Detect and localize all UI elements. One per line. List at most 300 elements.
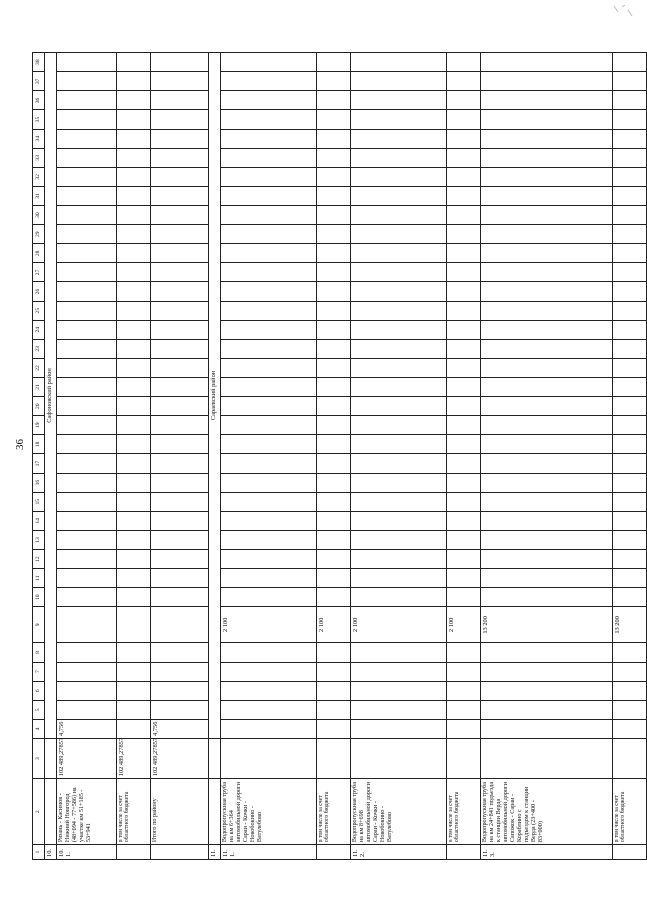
- empty-cell: [351, 72, 447, 91]
- empty-cell: [351, 263, 447, 282]
- empty-cell: [117, 91, 151, 110]
- empty-cell: [613, 643, 647, 662]
- empty-cell: [117, 244, 151, 263]
- header-cell-16: 16: [33, 473, 45, 492]
- length-cell: [221, 719, 317, 738]
- cost-cell: 102 489,27857: [117, 738, 151, 778]
- empty-cell: [221, 435, 317, 454]
- empty-cell: [317, 53, 351, 72]
- empty-cell: [351, 588, 447, 607]
- row-name: в том числе за счет областного бюджета: [447, 779, 481, 845]
- empty-cell: [317, 569, 351, 588]
- empty-cell: [57, 282, 117, 301]
- empty-cell: [57, 206, 117, 225]
- empty-cell: [613, 681, 647, 700]
- empty-cell: [317, 320, 351, 339]
- empty-cell: [221, 72, 317, 91]
- empty-cell: [447, 301, 481, 320]
- row-name: в том числе за счет областного бюджета: [613, 779, 647, 845]
- empty-cell: [221, 358, 317, 377]
- empty-cell: [447, 186, 481, 205]
- empty-cell: [151, 91, 209, 110]
- empty-cell: [351, 167, 447, 186]
- empty-cell: [447, 681, 481, 700]
- empty-cell: [221, 129, 317, 148]
- subtotal-row: [117, 53, 151, 860]
- empty-cell: [351, 91, 447, 110]
- empty-cell: [117, 700, 151, 719]
- empty-cell: [221, 91, 317, 110]
- empty-cell: [481, 416, 613, 435]
- empty-cell: [317, 700, 351, 719]
- row-number: 11.2.: [351, 845, 447, 860]
- empty-cell: [117, 301, 151, 320]
- empty-cell: [481, 492, 613, 511]
- empty-cell: [447, 662, 481, 681]
- empty-cell: [151, 416, 209, 435]
- empty-cell: [117, 282, 151, 301]
- empty-cell: [447, 110, 481, 129]
- empty-cell: [221, 378, 317, 397]
- amount-cell: [117, 607, 151, 643]
- empty-cell: [317, 206, 351, 225]
- empty-cell: [613, 91, 647, 110]
- empty-cell: [481, 643, 613, 662]
- empty-cell: [221, 530, 317, 549]
- header-cell-29: 29: [33, 225, 45, 244]
- total-row: [151, 53, 209, 860]
- empty-cell: [447, 435, 481, 454]
- header-cell-27: 27: [33, 263, 45, 282]
- empty-cell: [447, 569, 481, 588]
- empty-cell: [151, 492, 209, 511]
- empty-cell: [317, 186, 351, 205]
- empty-cell: [57, 588, 117, 607]
- empty-cell: [57, 244, 117, 263]
- empty-cell: [151, 263, 209, 282]
- empty-cell: [447, 358, 481, 377]
- empty-cell: [481, 186, 613, 205]
- header-cell-1: 1: [33, 845, 45, 860]
- empty-cell: [221, 244, 317, 263]
- empty-cell: [317, 416, 351, 435]
- empty-cell: [481, 358, 613, 377]
- empty-cell: [151, 454, 209, 473]
- empty-cell: [317, 167, 351, 186]
- empty-cell: [613, 129, 647, 148]
- empty-cell: [317, 511, 351, 530]
- header-cell-32: 32: [33, 167, 45, 186]
- empty-cell: [613, 282, 647, 301]
- empty-cell: [57, 454, 117, 473]
- length-cell: [351, 719, 447, 738]
- empty-cell: [351, 129, 447, 148]
- empty-cell: [481, 550, 613, 569]
- empty-cell: [613, 110, 647, 129]
- empty-cell: [447, 700, 481, 719]
- empty-cell: [613, 339, 647, 358]
- row-number: 11.3.: [481, 845, 613, 860]
- empty-cell: [317, 282, 351, 301]
- empty-cell: [151, 550, 209, 569]
- empty-cell: [151, 643, 209, 662]
- empty-cell: [613, 225, 647, 244]
- empty-cell: [447, 53, 481, 72]
- empty-cell: [317, 397, 351, 416]
- empty-cell: [481, 206, 613, 225]
- empty-cell: [221, 53, 317, 72]
- empty-cell: [117, 435, 151, 454]
- empty-cell: [481, 530, 613, 549]
- row-number: [317, 845, 351, 860]
- empty-cell: [481, 511, 613, 530]
- empty-cell: [221, 397, 317, 416]
- empty-cell: [613, 492, 647, 511]
- empty-cell: [447, 530, 481, 549]
- empty-cell: [57, 301, 117, 320]
- row-number: [151, 845, 209, 860]
- header-cell-6: 6: [33, 681, 45, 700]
- empty-cell: [117, 397, 151, 416]
- empty-cell: [481, 378, 613, 397]
- empty-cell: [613, 588, 647, 607]
- empty-cell: [317, 473, 351, 492]
- empty-cell: [317, 530, 351, 549]
- empty-cell: [613, 550, 647, 569]
- empty-cell: [351, 378, 447, 397]
- length-cell: 4,756: [57, 719, 117, 738]
- empty-cell: [317, 454, 351, 473]
- length-cell: 4,756: [151, 719, 209, 738]
- empty-cell: [221, 206, 317, 225]
- empty-cell: [117, 416, 151, 435]
- header-cell-8: 8: [33, 643, 45, 662]
- empty-cell: [151, 358, 209, 377]
- header-cell-19: 19: [33, 416, 45, 435]
- data-row: [221, 53, 317, 860]
- empty-cell: [613, 397, 647, 416]
- empty-cell: [317, 263, 351, 282]
- empty-cell: [221, 339, 317, 358]
- empty-cell: [481, 320, 613, 339]
- empty-cell: [57, 110, 117, 129]
- empty-cell: [57, 186, 117, 205]
- budget-table: [32, 52, 647, 860]
- header-cell-36: 36: [33, 91, 45, 110]
- empty-cell: [117, 72, 151, 91]
- row-number: [117, 845, 151, 860]
- section-row: [45, 53, 57, 860]
- subtotal-row: [317, 53, 351, 860]
- header-cell-34: 34: [33, 129, 45, 148]
- empty-cell: [117, 148, 151, 167]
- empty-cell: [351, 397, 447, 416]
- row-name: в том числе за счет областного бюджета: [317, 779, 351, 845]
- cost-cell: 102 489,27857: [57, 738, 117, 778]
- empty-cell: [447, 263, 481, 282]
- scan-mark-icon: [612, 4, 634, 18]
- empty-cell: [317, 588, 351, 607]
- subtotal-row: [613, 53, 647, 860]
- header-cell-22: 22: [33, 358, 45, 377]
- empty-cell: [57, 225, 117, 244]
- empty-cell: [151, 167, 209, 186]
- empty-cell: [317, 681, 351, 700]
- header-cell-38: 38: [33, 53, 45, 72]
- empty-cell: [613, 358, 647, 377]
- amount-cell: 2 100: [317, 607, 351, 643]
- empty-cell: [117, 662, 151, 681]
- empty-cell: [481, 473, 613, 492]
- empty-cell: [117, 358, 151, 377]
- empty-cell: [151, 397, 209, 416]
- empty-cell: [351, 301, 447, 320]
- empty-cell: [613, 244, 647, 263]
- header-cell-28: 28: [33, 244, 45, 263]
- header-cell-12: 12: [33, 550, 45, 569]
- empty-cell: [151, 588, 209, 607]
- page-number: 36: [14, 439, 26, 450]
- empty-cell: [481, 167, 613, 186]
- empty-cell: [221, 473, 317, 492]
- empty-cell: [221, 167, 317, 186]
- empty-cell: [481, 662, 613, 681]
- empty-cell: [481, 700, 613, 719]
- section-index: 10.: [45, 845, 57, 860]
- empty-cell: [351, 244, 447, 263]
- empty-cell: [613, 186, 647, 205]
- empty-cell: [447, 167, 481, 186]
- header-cell-11: 11: [33, 569, 45, 588]
- empty-cell: [221, 110, 317, 129]
- empty-cell: [151, 282, 209, 301]
- subtotal-row: [447, 53, 481, 860]
- empty-cell: [317, 662, 351, 681]
- empty-cell: [117, 681, 151, 700]
- empty-cell: [221, 588, 317, 607]
- empty-cell: [117, 511, 151, 530]
- header-cell-14: 14: [33, 511, 45, 530]
- empty-cell: [613, 454, 647, 473]
- empty-cell: [351, 550, 447, 569]
- empty-cell: [151, 53, 209, 72]
- empty-cell: [317, 435, 351, 454]
- empty-cell: [117, 492, 151, 511]
- header-cell-5: 5: [33, 700, 45, 719]
- empty-cell: [221, 416, 317, 435]
- amount-cell: 2 100: [221, 607, 317, 643]
- empty-cell: [117, 225, 151, 244]
- section-blank: [209, 779, 221, 845]
- header-cell-17: 17: [33, 454, 45, 473]
- empty-cell: [317, 72, 351, 91]
- row-name: Водопропускная труба на км 8+698 автомобильной дороги Сараи - Кочки - Новобокино - Ватулебово: [351, 779, 447, 845]
- empty-cell: [613, 435, 647, 454]
- empty-cell: [351, 416, 447, 435]
- empty-cell: [117, 569, 151, 588]
- empty-cell: [351, 148, 447, 167]
- empty-cell: [481, 569, 613, 588]
- amount-cell: 13 200: [481, 607, 613, 643]
- empty-cell: [117, 588, 151, 607]
- empty-cell: [317, 129, 351, 148]
- empty-cell: [221, 282, 317, 301]
- length-cell: [481, 719, 613, 738]
- empty-cell: [117, 378, 151, 397]
- row-number: [613, 845, 647, 860]
- empty-cell: [613, 167, 647, 186]
- empty-cell: [151, 662, 209, 681]
- length-cell: [117, 719, 151, 738]
- empty-cell: [351, 358, 447, 377]
- empty-cell: [447, 473, 481, 492]
- empty-cell: [221, 454, 317, 473]
- amount-cell: 13 200: [613, 607, 647, 643]
- length-cell: [317, 719, 351, 738]
- empty-cell: [481, 339, 613, 358]
- header-cell-9: 9: [33, 607, 45, 643]
- header-cell-30: 30: [33, 206, 45, 225]
- empty-cell: [57, 643, 117, 662]
- empty-cell: [447, 378, 481, 397]
- empty-cell: [613, 72, 647, 91]
- empty-cell: [151, 681, 209, 700]
- district-name: Сараевский район: [209, 53, 221, 739]
- empty-cell: [317, 550, 351, 569]
- empty-cell: [317, 301, 351, 320]
- empty-cell: [351, 454, 447, 473]
- header-cell-33: 33: [33, 148, 45, 167]
- header-cell-21: 21: [33, 378, 45, 397]
- empty-cell: [317, 492, 351, 511]
- empty-cell: [447, 148, 481, 167]
- section-blank: [45, 779, 57, 845]
- empty-cell: [481, 301, 613, 320]
- empty-cell: [351, 681, 447, 700]
- empty-cell: [221, 550, 317, 569]
- empty-cell: [117, 550, 151, 569]
- empty-cell: [447, 129, 481, 148]
- empty-cell: [57, 397, 117, 416]
- empty-cell: [481, 244, 613, 263]
- cost-cell: [613, 738, 647, 778]
- empty-cell: [351, 186, 447, 205]
- empty-cell: [613, 263, 647, 282]
- empty-cell: [351, 662, 447, 681]
- empty-cell: [447, 454, 481, 473]
- empty-cell: [351, 569, 447, 588]
- empty-cell: [447, 492, 481, 511]
- empty-cell: [481, 91, 613, 110]
- header-cell-4: 4: [33, 719, 45, 738]
- empty-cell: [481, 53, 613, 72]
- empty-cell: [151, 225, 209, 244]
- empty-cell: [447, 511, 481, 530]
- empty-cell: [57, 148, 117, 167]
- data-row: [351, 53, 447, 860]
- empty-cell: [351, 530, 447, 549]
- empty-cell: [481, 397, 613, 416]
- empty-cell: [57, 91, 117, 110]
- empty-cell: [57, 550, 117, 569]
- empty-cell: [57, 511, 117, 530]
- empty-cell: [57, 167, 117, 186]
- header-cell-18: 18: [33, 435, 45, 454]
- data-row: [57, 53, 117, 860]
- empty-cell: [57, 129, 117, 148]
- empty-cell: [151, 129, 209, 148]
- header-cell-7: 7: [33, 662, 45, 681]
- cost-cell: [317, 738, 351, 778]
- section-index: 11.: [209, 845, 221, 860]
- empty-cell: [481, 225, 613, 244]
- empty-cell: [57, 378, 117, 397]
- empty-cell: [613, 301, 647, 320]
- empty-cell: [317, 148, 351, 167]
- empty-cell: [317, 225, 351, 244]
- empty-cell: [317, 643, 351, 662]
- row-name: Итого по району: [151, 779, 209, 845]
- empty-cell: [481, 148, 613, 167]
- empty-cell: [613, 148, 647, 167]
- empty-cell: [447, 225, 481, 244]
- empty-cell: [351, 110, 447, 129]
- empty-cell: [117, 320, 151, 339]
- empty-cell: [117, 129, 151, 148]
- header-cell-35: 35: [33, 110, 45, 129]
- row-number: 10.1.: [57, 845, 117, 860]
- cost-cell: [447, 738, 481, 778]
- empty-cell: [481, 588, 613, 607]
- row-name: в том числе за счет областного бюджета: [117, 779, 151, 845]
- length-cell: [447, 719, 481, 738]
- empty-cell: [351, 435, 447, 454]
- cost-cell: [481, 738, 613, 778]
- empty-cell: [117, 263, 151, 282]
- empty-cell: [57, 416, 117, 435]
- amount-cell: 2 100: [447, 607, 481, 643]
- empty-cell: [351, 53, 447, 72]
- empty-cell: [57, 473, 117, 492]
- empty-cell: [151, 511, 209, 530]
- empty-cell: [151, 473, 209, 492]
- empty-cell: [221, 569, 317, 588]
- section-blank: [45, 738, 57, 778]
- empty-cell: [351, 339, 447, 358]
- empty-cell: [117, 167, 151, 186]
- empty-cell: [221, 700, 317, 719]
- empty-cell: [317, 358, 351, 377]
- district-name: Сафоновский район: [45, 53, 57, 739]
- empty-cell: [57, 358, 117, 377]
- empty-cell: [221, 320, 317, 339]
- row-name: Водопропускная труба на км 6+364 автомобильной дороги Сараи - Кочки - Новобокино - Ватулебово: [221, 779, 317, 845]
- empty-cell: [481, 435, 613, 454]
- amount-cell: 2 100: [351, 607, 447, 643]
- empty-cell: [117, 530, 151, 549]
- empty-cell: [447, 550, 481, 569]
- header-cell-26: 26: [33, 282, 45, 301]
- empty-cell: [117, 643, 151, 662]
- table-frame: [32, 52, 627, 860]
- empty-cell: [117, 206, 151, 225]
- data-row: [481, 53, 613, 860]
- empty-cell: [447, 397, 481, 416]
- empty-cell: [57, 681, 117, 700]
- empty-cell: [57, 700, 117, 719]
- cost-cell: [221, 738, 317, 778]
- empty-cell: [613, 700, 647, 719]
